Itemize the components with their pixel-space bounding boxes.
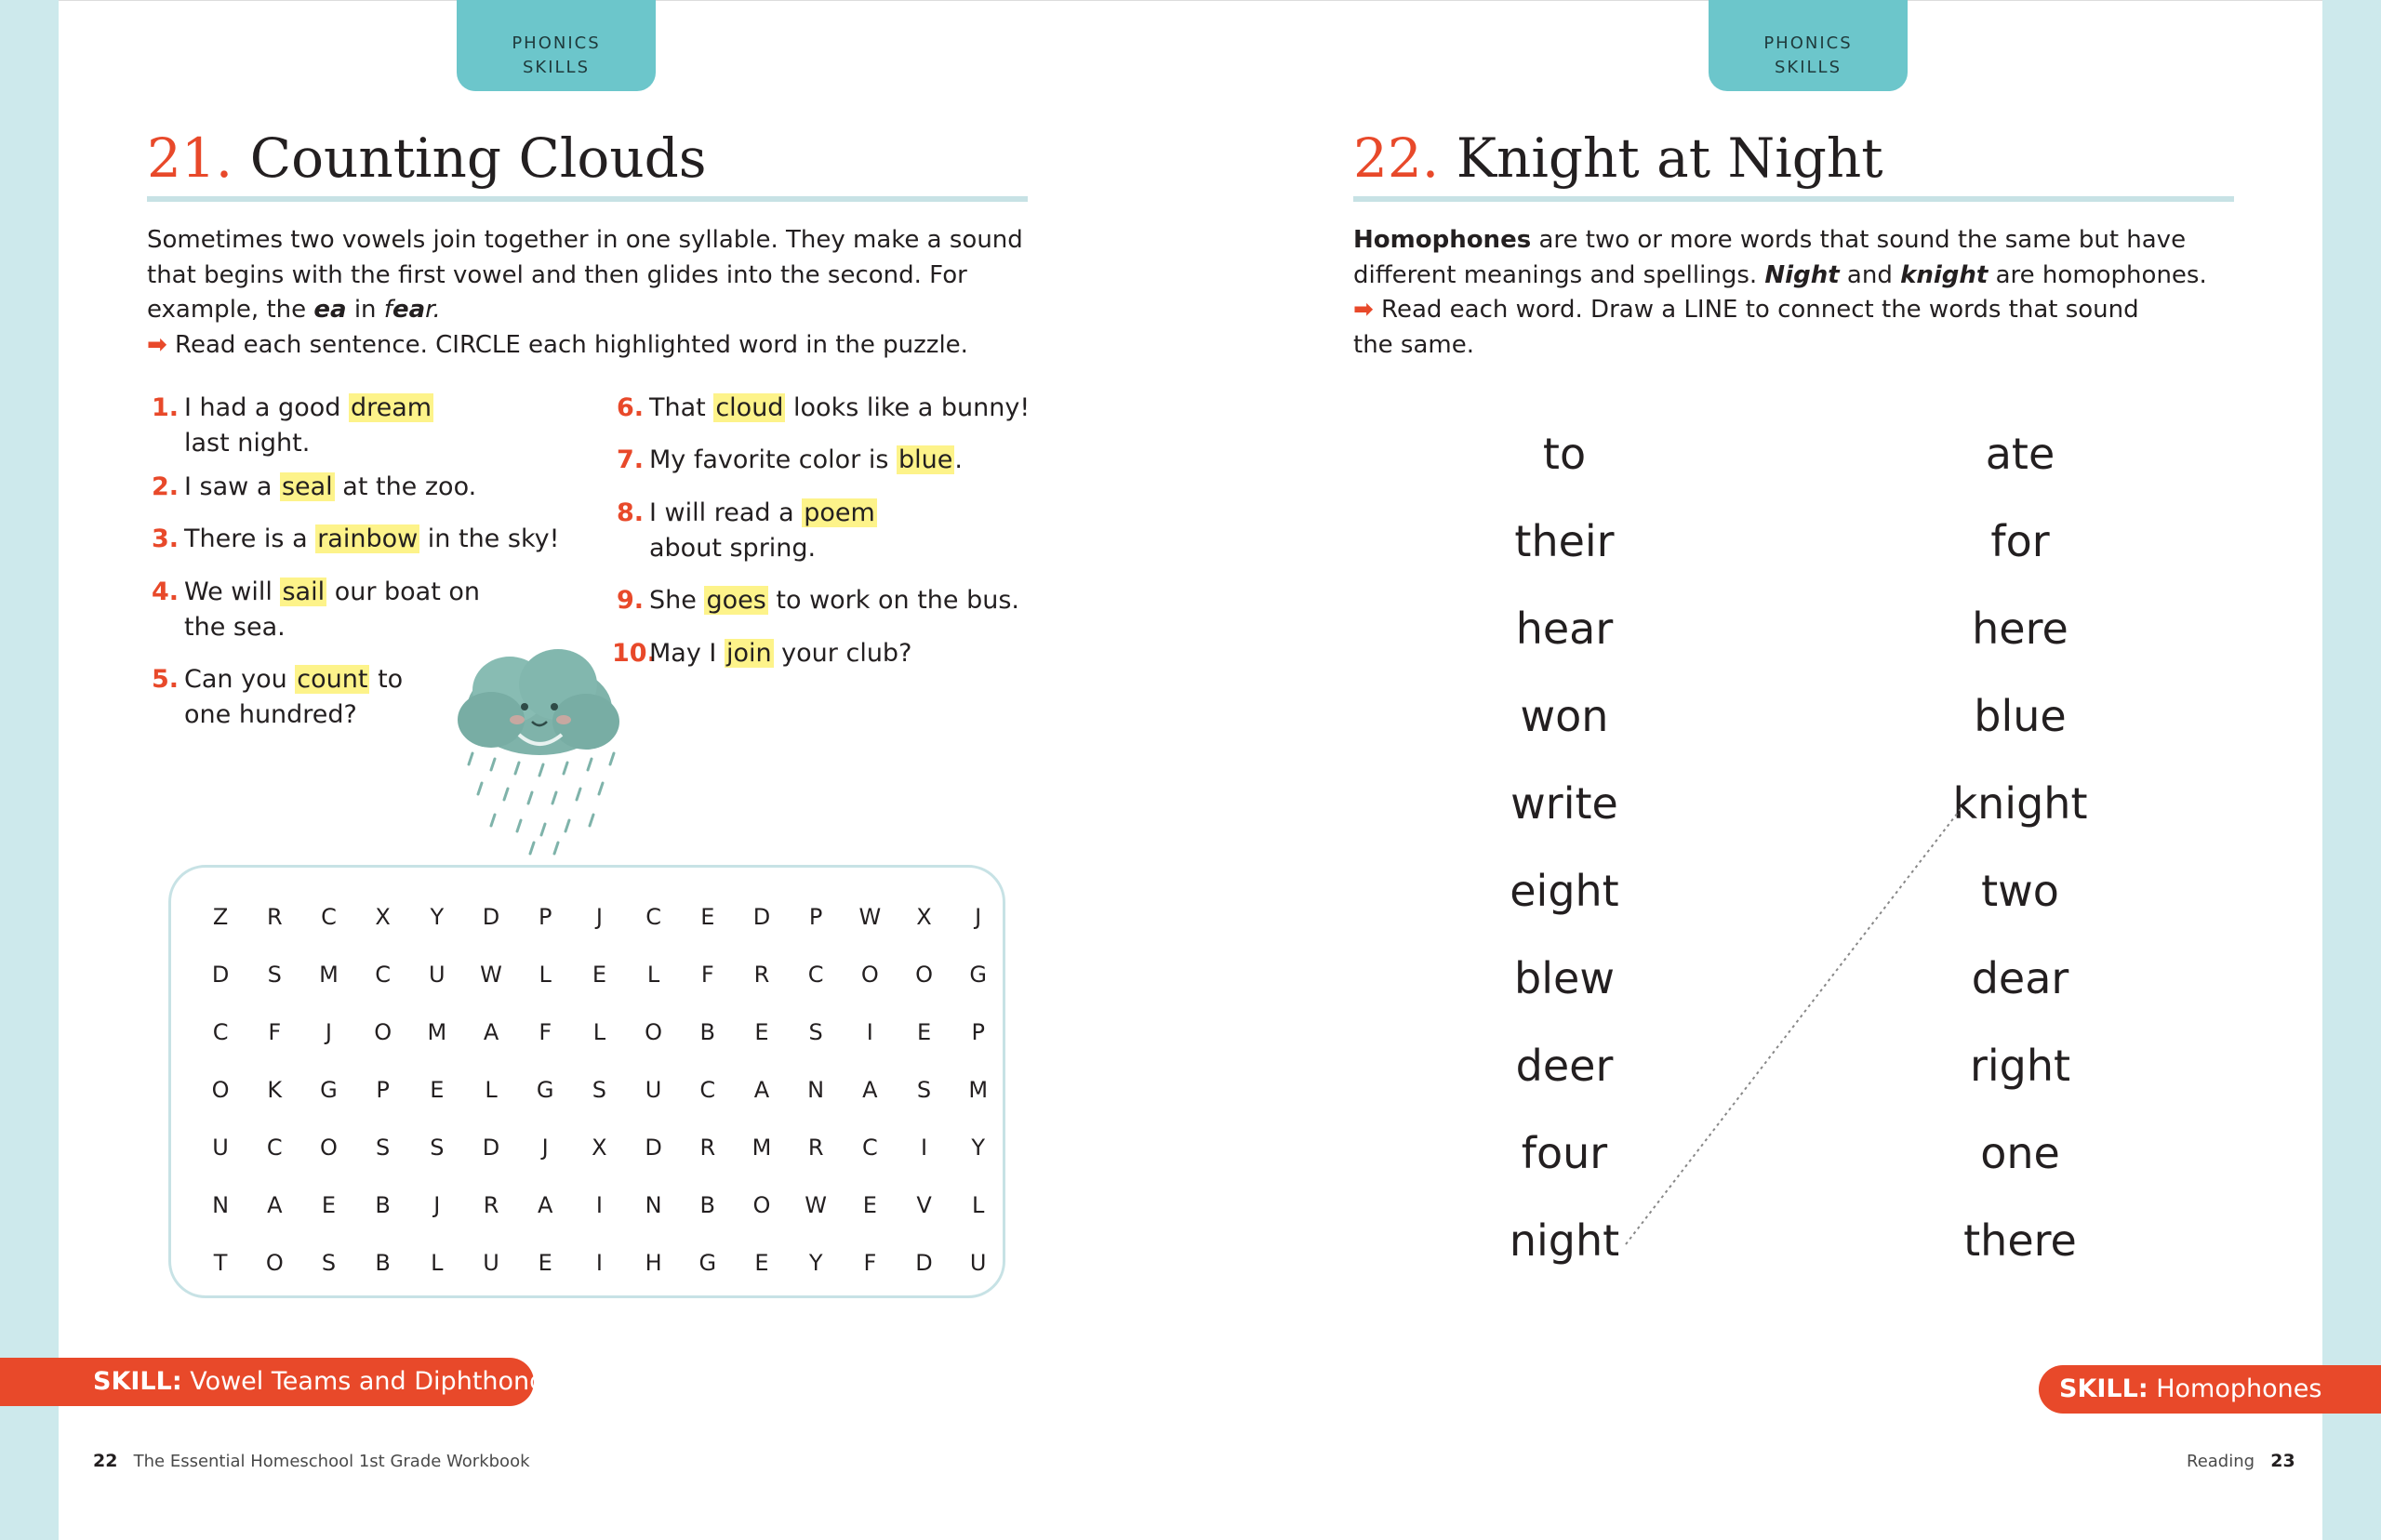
grid-letter[interactable]: G <box>969 962 988 988</box>
homophone-word[interactable]: two <box>1981 866 2059 916</box>
homophone-word[interactable]: won <box>1520 691 1609 741</box>
grid-letter[interactable]: N <box>212 1192 230 1218</box>
grid-letter[interactable]: J <box>595 904 603 930</box>
highlighted-word: count <box>297 665 368 694</box>
highlighted-word: poem <box>804 498 875 527</box>
book-title: The Essential Homeschool 1st Grade Workbook <box>133 1452 530 1471</box>
grid-letter[interactable]: X <box>375 904 391 930</box>
grid-letter[interactable]: P <box>808 904 823 930</box>
grid-letter[interactable]: C <box>375 962 392 988</box>
highlighted-word: sail <box>282 578 326 606</box>
sentence-item: 6. That cloud looks like a bunny! <box>616 393 1031 422</box>
grid-letter[interactable]: E <box>754 1019 769 1045</box>
grid-letter[interactable]: X <box>916 904 932 930</box>
tab-line-1: PHONICS <box>512 33 601 53</box>
grid-letter[interactable]: T <box>213 1250 228 1276</box>
grid-letter[interactable]: B <box>699 1192 716 1218</box>
grid-letter[interactable]: U <box>969 1250 987 1276</box>
grid-letter[interactable]: P <box>376 1077 390 1103</box>
grid-letter[interactable]: L <box>539 962 552 988</box>
grid-letter[interactable]: D <box>645 1135 662 1161</box>
grid-letter[interactable]: O <box>860 962 879 988</box>
grid-letter[interactable]: D <box>482 1135 500 1161</box>
grid-letter[interactable]: A <box>862 1077 878 1103</box>
grid-letter[interactable]: U <box>429 962 446 988</box>
highlighted-word: goes <box>706 586 766 615</box>
activity-number: 22. <box>1353 126 1440 190</box>
grid-letter[interactable]: R <box>266 904 283 930</box>
grid-letter[interactable]: J <box>541 1135 549 1161</box>
sentence-item: 4. We will sail our boat on the sea. <box>151 578 481 642</box>
grid-letter[interactable]: C <box>807 962 824 988</box>
grid-letter[interactable]: H <box>645 1250 662 1276</box>
highlighted-word: rainbow <box>317 524 419 553</box>
grid-letter[interactable]: J <box>433 1192 441 1218</box>
homophone-word[interactable]: write <box>1510 778 1618 829</box>
highlighted-word: join <box>725 639 772 668</box>
grid-letter[interactable]: S <box>808 1019 823 1045</box>
homophone-word[interactable]: there <box>1963 1215 2077 1266</box>
grid-letter[interactable]: I <box>595 1250 603 1276</box>
grid-letter[interactable]: C <box>861 1135 878 1161</box>
instruction-line: ➡ Read each sentence. CIRCLE each highlighted word in the puzzle. <box>147 330 968 359</box>
homophone-word[interactable]: ate <box>1985 429 2055 479</box>
grid-letter[interactable]: W <box>480 962 502 988</box>
grid-letter[interactable]: I <box>866 1019 873 1045</box>
grid-letter[interactable]: N <box>645 1192 662 1218</box>
grid-letter[interactable]: X <box>592 1135 607 1161</box>
grid-letter[interactable]: O <box>645 1019 663 1045</box>
grid-letter[interactable]: O <box>265 1250 284 1276</box>
grid-letter[interactable]: L <box>485 1077 498 1103</box>
grid-letter[interactable]: N <box>807 1077 825 1103</box>
grid-letter[interactable]: A <box>753 1077 770 1103</box>
grid-letter[interactable]: E <box>700 904 715 930</box>
homophone-word[interactable]: dear <box>1971 953 2069 1003</box>
grid-letter[interactable]: E <box>321 1192 337 1218</box>
grid-letter[interactable]: O <box>320 1135 338 1161</box>
grid-letter[interactable]: S <box>430 1135 445 1161</box>
grid-letter[interactable]: Y <box>971 1135 986 1161</box>
homophone-word[interactable]: four <box>1521 1128 1608 1178</box>
tab-line-2: SKILLS <box>522 58 591 77</box>
grid-letter[interactable]: J <box>975 904 982 930</box>
grid-letter[interactable]: P <box>538 904 552 930</box>
grid-letter[interactable]: Y <box>808 1250 823 1276</box>
grid-letter[interactable]: F <box>863 1250 877 1276</box>
grid-letter[interactable]: O <box>211 1077 230 1103</box>
grid-letter[interactable]: Z <box>212 904 229 930</box>
grid-letter[interactable]: L <box>431 1250 444 1276</box>
grid-letter[interactable]: S <box>321 1250 337 1276</box>
grid-letter[interactable]: C <box>645 904 661 930</box>
grid-letter[interactable]: P <box>971 1019 985 1045</box>
grid-letter[interactable]: C <box>321 904 337 930</box>
grid-letter[interactable]: E <box>862 1192 877 1218</box>
homophone-word[interactable]: for <box>1990 516 2050 566</box>
homophone-word[interactable]: here <box>1972 604 2068 654</box>
intro-line: different meanings and spellings. Night and knight are homophones. <box>1353 260 2207 289</box>
grid-letter[interactable]: V <box>916 1192 932 1218</box>
grid-letter[interactable]: D <box>915 1250 933 1276</box>
homophone-word[interactable]: night <box>1509 1215 1620 1266</box>
grid-letter[interactable]: R <box>807 1135 824 1161</box>
sentence-item: 8. I will read a poem about spring. <box>616 498 875 563</box>
grid-letter[interactable]: W <box>805 1192 828 1218</box>
instruction-line: ➡ Read each word. Draw a LINE to connect the words that sound <box>1353 296 2139 324</box>
activity-number: 21. <box>147 126 233 190</box>
grid-letter[interactable]: E <box>754 1250 769 1276</box>
grid-letter[interactable]: J <box>325 1019 332 1045</box>
grid-letter[interactable]: C <box>699 1077 716 1103</box>
homophone-word[interactable]: knight <box>1952 778 2088 829</box>
page-number: 22 <box>93 1451 118 1471</box>
grid-letter[interactable]: U <box>212 1135 229 1161</box>
grid-letter[interactable]: K <box>267 1077 283 1103</box>
grid-letter[interactable]: R <box>753 962 770 988</box>
grid-letter[interactable]: L <box>592 1019 606 1045</box>
grid-letter[interactable]: D <box>211 962 230 988</box>
intro-line: Homophones are two or more words that sound the same but have <box>1353 226 2187 254</box>
grid-letter[interactable]: L <box>972 1192 985 1218</box>
highlighted-word: blue <box>898 445 953 474</box>
sentence-item: 10.May I join your club? <box>612 639 912 668</box>
footer-right <box>2187 1449 2295 1474</box>
grid-letter[interactable]: M <box>319 962 339 988</box>
highlighted-word: cloud <box>715 393 784 422</box>
homophone-word[interactable]: eight <box>1510 866 1619 916</box>
tab-line-1: PHONICS <box>1763 33 1853 53</box>
grid-letter[interactable]: S <box>916 1077 932 1103</box>
grid-letter[interactable]: E <box>538 1250 552 1276</box>
sentence-item: 5. Can you count to one hundred? <box>151 665 404 729</box>
grid-letter[interactable]: D <box>752 904 771 930</box>
grid-letter[interactable]: A <box>267 1192 283 1218</box>
grid-letter[interactable]: G <box>698 1250 717 1276</box>
grid-letter[interactable]: B <box>375 1250 391 1276</box>
intro-line: that begins with the first vowel and then glides into the second. For <box>147 260 967 289</box>
homophone-word[interactable]: hear <box>1515 604 1614 654</box>
homophone-word[interactable]: blew <box>1514 953 1615 1003</box>
grid-letter[interactable]: O <box>374 1019 392 1045</box>
grid-letter[interactable]: I <box>595 1192 603 1218</box>
grid-letter[interactable]: M <box>427 1019 447 1045</box>
grid-letter[interactable]: A <box>483 1019 499 1045</box>
grid-letter[interactable]: B <box>375 1192 391 1218</box>
grid-letter[interactable]: F <box>539 1019 552 1045</box>
grid-letter[interactable]: D <box>482 904 500 930</box>
grid-letter[interactable]: S <box>592 1077 607 1103</box>
grid-letter[interactable]: C <box>266 1135 283 1161</box>
grid-letter[interactable]: F <box>700 962 714 988</box>
grid-letter[interactable]: E <box>592 962 606 988</box>
homophone-word[interactable]: to <box>1542 429 1587 479</box>
grid-letter[interactable]: C <box>212 1019 229 1045</box>
homophone-word[interactable]: right <box>1969 1041 2071 1091</box>
sentence-item: 1. I had a good dream last night. <box>151 393 432 458</box>
highlighted-word: dream <box>350 393 432 422</box>
page-number: 23 <box>2270 1451 2295 1471</box>
homophone-word[interactable]: deer <box>1515 1041 1614 1091</box>
grid-letter[interactable]: G <box>320 1077 338 1103</box>
arrow-icon: ➡ <box>147 330 167 359</box>
highlighted-word: seal <box>281 472 333 501</box>
homophone-word[interactable]: blue <box>1974 691 2067 741</box>
grid-letter[interactable]: R <box>699 1135 716 1161</box>
sentence-item: 9. She goes to work on the bus. <box>616 586 1019 615</box>
grid-letter[interactable]: L <box>646 962 660 988</box>
intro-line: example, the ea in fear. <box>147 296 441 324</box>
homophone-word[interactable]: one <box>1980 1128 2060 1178</box>
grid-letter[interactable]: B <box>699 1019 716 1045</box>
grid-letter[interactable]: F <box>268 1019 282 1045</box>
instruction-line: the same. <box>1353 330 1474 359</box>
grid-letter[interactable]: U <box>645 1077 662 1103</box>
sentence-item: 3. There is a rainbow in the sky! <box>151 524 560 553</box>
activity-title: Knight at Night <box>1456 126 1883 190</box>
grid-letter[interactable]: S <box>376 1135 391 1161</box>
grid-letter[interactable]: E <box>916 1019 932 1045</box>
grid-letter[interactable]: A <box>538 1192 553 1218</box>
grid-letter[interactable]: I <box>920 1135 928 1161</box>
grid-letter[interactable]: U <box>483 1250 499 1276</box>
sentence-item: 7. My favorite color is blue. <box>616 445 963 474</box>
grid-letter[interactable]: Y <box>430 904 445 930</box>
grid-letter[interactable]: S <box>267 962 282 988</box>
arrow-icon: ➡ <box>1353 296 1374 324</box>
grid-letter[interactable]: R <box>483 1192 499 1218</box>
activity-title: Counting Clouds <box>249 126 707 190</box>
grid-letter[interactable]: M <box>968 1077 989 1103</box>
intro-line: Sometimes two vowels join together in one syllable. They make a sound <box>147 226 1023 254</box>
grid-letter[interactable]: E <box>430 1077 445 1103</box>
grid-letter[interactable]: O <box>915 962 933 988</box>
grid-letter[interactable]: G <box>536 1077 554 1103</box>
grid-letter[interactable]: M <box>752 1135 772 1161</box>
grid-letter[interactable]: O <box>752 1192 771 1218</box>
skill-banner-right: SKILL: Homophones <box>2039 1365 2381 1414</box>
section-name: Reading <box>2187 1452 2255 1471</box>
skill-banner-left: SKILL: Vowel Teams and Diphthongs <box>0 1358 534 1406</box>
homophone-word[interactable]: their <box>1514 516 1615 566</box>
grid-letter[interactable]: W <box>858 904 882 930</box>
tab-line-2: SKILLS <box>1774 58 1842 77</box>
sentence-item: 2. I saw a seal at the zoo. <box>151 472 477 501</box>
